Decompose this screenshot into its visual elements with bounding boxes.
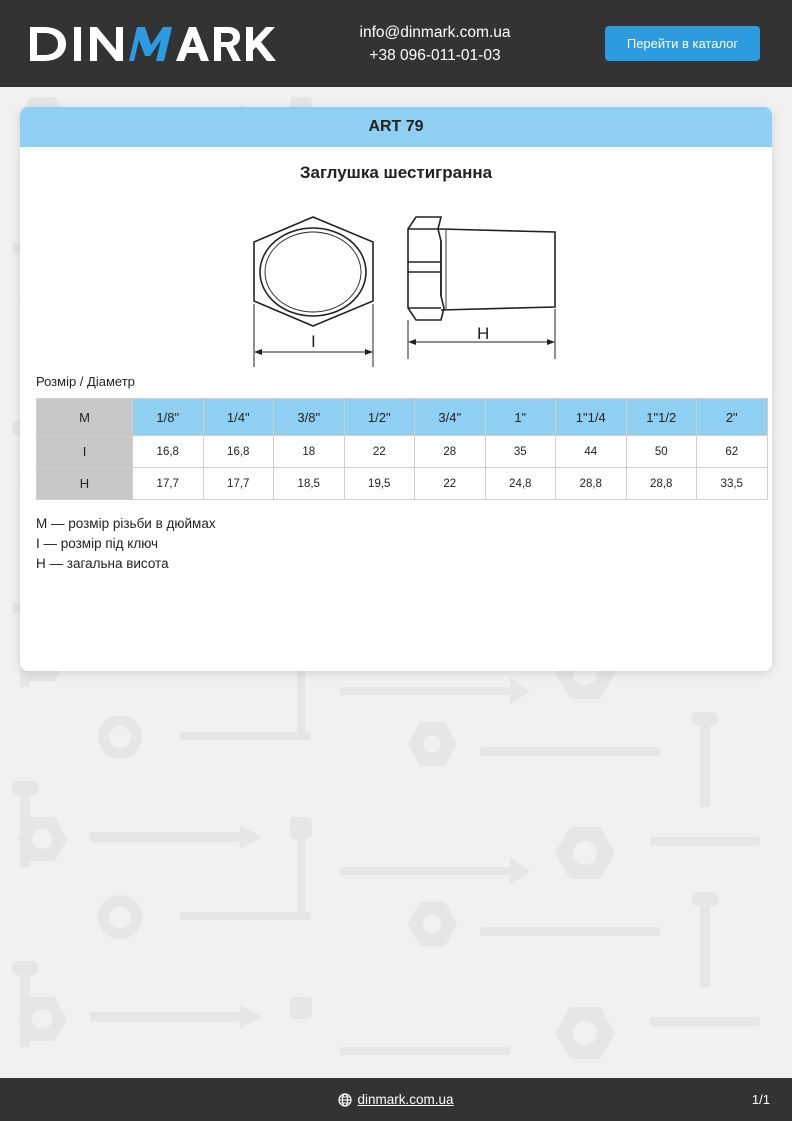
table-cell: 1"1/2 bbox=[626, 399, 697, 436]
page-header bbox=[0, 0, 792, 87]
table-cell: 22 bbox=[415, 468, 486, 500]
go-to-catalog-button[interactable]: Перейти в каталог bbox=[605, 26, 760, 61]
table-cell: 35 bbox=[485, 436, 556, 468]
contact-info bbox=[330, 21, 540, 67]
site-url[interactable]: dinmark.com.ua bbox=[357, 1092, 454, 1107]
table-row bbox=[37, 468, 768, 500]
product-card bbox=[20, 107, 772, 671]
table-row bbox=[37, 399, 768, 436]
site-link[interactable] bbox=[0, 1078, 792, 1121]
phone-link[interactable]: +38 096-011-01-03 bbox=[369, 47, 501, 64]
table-cell: 3/4" bbox=[415, 399, 486, 436]
table-cell: 33,5 bbox=[697, 468, 768, 500]
table-cell: 62 bbox=[697, 436, 768, 468]
product-title: Заглушка шестигранна bbox=[299, 163, 493, 182]
table-cell: 28,8 bbox=[556, 468, 627, 500]
row-header: H bbox=[37, 468, 133, 500]
table-cell: 19,5 bbox=[344, 468, 415, 500]
article-header: ART 79 bbox=[20, 107, 772, 147]
row-header: I bbox=[37, 436, 133, 468]
size-label: Розмір / Діаметр bbox=[36, 374, 135, 389]
table-cell: 44 bbox=[556, 436, 627, 468]
page-footer bbox=[0, 1078, 792, 1121]
table-cell: 28 bbox=[415, 436, 486, 468]
table-cell: 18 bbox=[274, 436, 345, 468]
table-cell: 2" bbox=[697, 399, 768, 436]
legend-item: I — розмір під ключ bbox=[36, 536, 159, 551]
page-number: 1/1 bbox=[751, 1092, 770, 1107]
globe-icon bbox=[338, 1093, 352, 1107]
dimensions-table bbox=[36, 398, 768, 500]
row-header: M bbox=[37, 399, 133, 436]
table-cell: 22 bbox=[344, 436, 415, 468]
table-cell: 1/8" bbox=[133, 399, 204, 436]
table-cell: 1"1/4 bbox=[556, 399, 627, 436]
table-cell: 50 bbox=[626, 436, 697, 468]
table-cell: 1" bbox=[485, 399, 556, 436]
technical-drawing bbox=[230, 202, 560, 367]
legend-item: H — загальна висота bbox=[36, 556, 169, 571]
table-cell: 16,8 bbox=[203, 436, 274, 468]
table-cell: 1/4" bbox=[203, 399, 274, 436]
legend bbox=[36, 514, 216, 574]
table-cell: 3/8" bbox=[274, 399, 345, 436]
hex-side-view bbox=[408, 217, 444, 320]
table-cell: 18,5 bbox=[274, 468, 345, 500]
legend-item: M — розмір різьби в дюймах bbox=[36, 516, 216, 531]
table-cell: 16,8 bbox=[133, 436, 204, 468]
table-cell: 17,7 bbox=[203, 468, 274, 500]
email-link[interactable]: info@dinmark.com.ua bbox=[359, 24, 511, 41]
table-cell: 24,8 bbox=[485, 468, 556, 500]
dimension-label-height: H bbox=[477, 324, 490, 343]
table-cell: 1/2" bbox=[344, 399, 415, 436]
hex-front-view bbox=[254, 217, 373, 326]
table-row bbox=[37, 436, 768, 468]
dinmark-logo[interactable] bbox=[30, 22, 276, 66]
dimension-label-width: I bbox=[311, 332, 316, 351]
table-cell: 28,8 bbox=[626, 468, 697, 500]
table-cell: 17,7 bbox=[133, 468, 204, 500]
